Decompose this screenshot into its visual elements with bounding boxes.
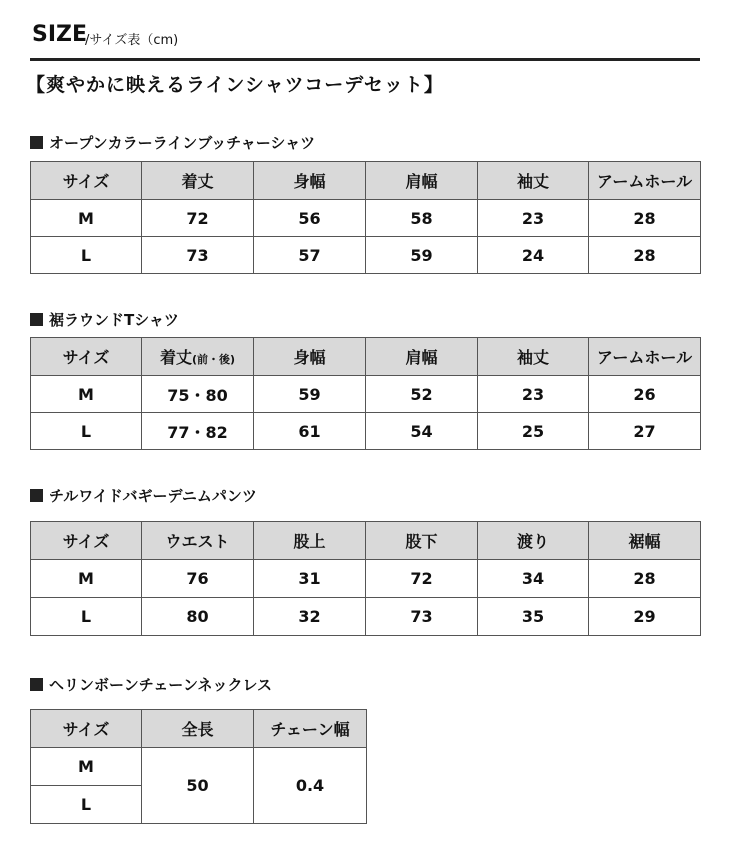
tshirt-size-table xyxy=(30,337,701,450)
header-cell: ウエスト xyxy=(142,522,254,560)
size-cell: L xyxy=(31,237,142,274)
header-cell: 裾幅 xyxy=(589,522,701,560)
size-title: SIZE xyxy=(32,22,88,47)
header-cell: サイズ xyxy=(31,162,142,200)
header-cell: アームホール xyxy=(589,162,701,200)
header-note: (前・後) xyxy=(191,353,236,366)
length-value-cell: 50 xyxy=(142,748,254,824)
value-cell: 28 xyxy=(589,237,701,274)
necklace-size-table xyxy=(30,709,367,824)
set-title: 【爽やかに映えるラインシャツコーデセット】 xyxy=(26,74,444,96)
value-cell: 28 xyxy=(589,560,701,598)
square-bullet-icon xyxy=(30,678,43,691)
size-cell: L xyxy=(31,413,142,450)
value-cell: 59 xyxy=(254,376,366,413)
header-cell: サイズ xyxy=(31,710,142,748)
pants-size-table xyxy=(30,521,701,636)
value-cell: 76 xyxy=(142,560,254,598)
header-cell: 袖丈 xyxy=(478,162,589,200)
value-cell: 75・80 xyxy=(142,376,254,413)
header-cell: サイズ xyxy=(31,522,142,560)
table-row xyxy=(31,413,701,450)
value-cell: 73 xyxy=(366,598,478,636)
header-divider xyxy=(30,58,700,61)
value-cell: 23 xyxy=(478,200,589,237)
header-cell: 袖丈 xyxy=(478,338,589,376)
header-cell: チェーン幅 xyxy=(254,710,367,748)
size-cell: M xyxy=(31,376,142,413)
value-cell: 25 xyxy=(478,413,589,450)
value-cell: 72 xyxy=(142,200,254,237)
value-cell: 32 xyxy=(254,598,366,636)
header-cell: 身幅 xyxy=(254,338,366,376)
value-cell: 61 xyxy=(254,413,366,450)
header-cell xyxy=(142,338,254,376)
value-cell: 57 xyxy=(254,237,366,274)
value-cell: 52 xyxy=(366,376,478,413)
value-cell: 72 xyxy=(366,560,478,598)
size-header xyxy=(30,20,700,60)
section-title-text: ヘリンボーンチェーンネックレス xyxy=(49,676,273,694)
header-cell: 全長 xyxy=(142,710,254,748)
value-cell: 73 xyxy=(142,237,254,274)
header-cell: サイズ xyxy=(31,338,142,376)
shirt-size-table xyxy=(30,161,701,274)
section-title-text: チルワイドバギーデニムパンツ xyxy=(49,487,257,505)
table-row xyxy=(31,598,701,636)
value-cell: 59 xyxy=(366,237,478,274)
table-row xyxy=(31,748,367,786)
value-cell: 80 xyxy=(142,598,254,636)
header-cell: 股下 xyxy=(366,522,478,560)
value-cell: 35 xyxy=(478,598,589,636)
value-cell: 24 xyxy=(478,237,589,274)
value-cell: 31 xyxy=(254,560,366,598)
value-cell: 54 xyxy=(366,413,478,450)
header-cell: 股上 xyxy=(254,522,366,560)
table-row xyxy=(31,376,701,413)
header-cell: 肩幅 xyxy=(366,338,478,376)
value-cell: 58 xyxy=(366,200,478,237)
size-cell: M xyxy=(31,748,142,786)
square-bullet-icon xyxy=(30,489,43,502)
section-title-necklace xyxy=(30,674,272,695)
value-cell: 23 xyxy=(478,376,589,413)
square-bullet-icon xyxy=(30,136,43,149)
chain-width-value-cell: 0.4 xyxy=(254,748,367,824)
size-subtitle: /サイズ表（cm) xyxy=(85,33,179,48)
section-title-text: オープンカラーラインブッチャーシャツ xyxy=(49,134,316,152)
section-title-shirt xyxy=(30,132,315,153)
value-cell: 26 xyxy=(589,376,701,413)
size-cell: L xyxy=(31,598,142,636)
section-title-text: 裾ラウンドTシャツ xyxy=(49,311,179,329)
table-row xyxy=(31,200,701,237)
value-cell: 77・82 xyxy=(142,413,254,450)
section-title-tshirt xyxy=(30,309,179,330)
size-cell: L xyxy=(31,786,142,824)
value-cell: 29 xyxy=(589,598,701,636)
size-cell: M xyxy=(31,560,142,598)
header-cell: 渡り xyxy=(478,522,589,560)
header-label: 着丈 xyxy=(159,348,192,367)
value-cell: 56 xyxy=(254,200,366,237)
header-cell: 肩幅 xyxy=(366,162,478,200)
header-cell: 身幅 xyxy=(254,162,366,200)
section-title-pants xyxy=(30,485,257,506)
header-cell: 着丈 xyxy=(142,162,254,200)
table-row xyxy=(31,560,701,598)
value-cell: 34 xyxy=(478,560,589,598)
size-cell: M xyxy=(31,200,142,237)
table-row xyxy=(31,237,701,274)
value-cell: 28 xyxy=(589,200,701,237)
value-cell: 27 xyxy=(589,413,701,450)
header-cell: アームホール xyxy=(589,338,701,376)
square-bullet-icon xyxy=(30,313,43,326)
